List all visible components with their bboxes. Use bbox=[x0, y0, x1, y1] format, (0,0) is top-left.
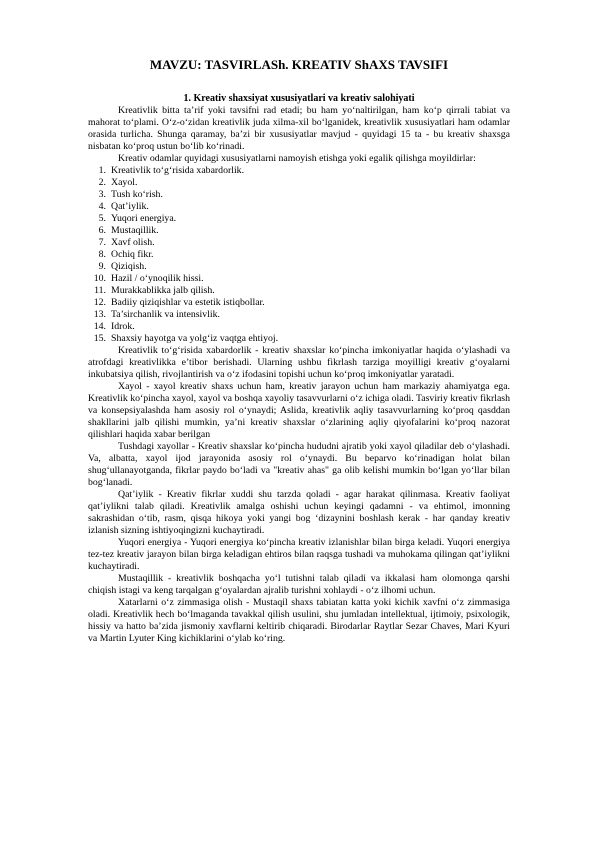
list-item: 5. Yuqori energiya. bbox=[98, 213, 177, 224]
document-page bbox=[88, 57, 510, 645]
list-item: 13. Ta’sirchanlik va intensivlik. bbox=[93, 309, 220, 320]
paragraph-imagination: Xayol - xayol kreativ shaxs uchun ham, kreativ jarayon uchun ham markaziy ahamiyatga ega. Kreativlik ko‘pincha xayol, xayol va boshqa xayoliy tasavvurlarni o‘z ichiga oladi. Tasviriy kreativ fikrlash va konsepsiyalashda ham asosiy rol o‘ynaydi; Aslida, kreativlik aqliy tasavvurlarning ko‘proq qasddan shakllarini jalb qilishi mumkin, ya’ni kreativ shaxslar o‘zlarining aqliy qiyofalarini ko‘proq nazorat qilishlari haqida xabar berilgan bbox=[88, 381, 510, 440]
list-item: 10. Hazil / o‘ynoqilik hissi. bbox=[93, 273, 204, 284]
traits-list bbox=[88, 165, 510, 345]
paragraph-list-lead: Kreativ odamlar quyidagi xususiyatlarni namoyish etishga yoki egalik qilishga moyildirlar: bbox=[118, 153, 476, 164]
list-item: 9. Qiziqish. bbox=[98, 261, 147, 272]
paragraph-independence: Mustaqillik - kreativlik boshqacha yo‘l tutishni talab qiladi va ikkalasi ham olomonga qarshi chiqish istagi va keng tarqalgan g‘oyalardan ajralib turishni xohlaydi - o‘z ilhomi uchun. bbox=[88, 573, 510, 596]
list-item: 3. Tush ko‘rish. bbox=[98, 189, 163, 200]
list-item: 4. Qat’iylik. bbox=[98, 201, 149, 212]
list-item: 7. Xavf olish. bbox=[98, 237, 155, 248]
paragraph-persistence: Qat’iylik - Kreativ fikrlar xuddi shu tarzda qoladi - agar harakat qilinmasa. Kreativ faoliyat qat’iylikni talab qiladi. Kreativlik amalga oshishi uchun keyingi qadamni - va ehtimol, imonning sakrashidan o‘tib, rasm, qisqa hikoya yoki yangi bog ‘dizaynini boshlash kerak - har qanday kreativ izlanish sizning ishtiyoqingizni kuchaytiradi. bbox=[88, 489, 510, 536]
paragraph-energy: Yuqori energiya - Yuqori energiya ko‘pincha kreativ izlanishlar bilan birga keladi. Yuqori energiya tez-tez kreativ jarayon bilan birga keladigan ehtiros bilan raqsga tushadi va muhokama qilingan qat’iylikni kuchaytiradi. bbox=[88, 537, 510, 572]
list-item: 14. Idrok. bbox=[93, 321, 135, 332]
list-item: 11. Murakkablikka jalb qilish. bbox=[94, 285, 215, 296]
section-heading: 1. Kreativ shaxsiyat xususiyatlari va kreativ salohiyati bbox=[183, 93, 415, 104]
paragraph-daydreaming: Tushdagi xayollar - Kreativ shaxslar ko‘pincha hududni ajratib yoki xayol qiladilar deb o‘ylashadi. Va, albatta, xayol ijod jarayonida asosiy rol o‘ynaydi. Bu beparvo ko‘rinadigan holat bilan shug‘ullanayotganda, fikrlar paydo bo‘ladi va "kreativ ahas" ga olib kelishi mumkin bo‘lgan yo‘llar bilan bog‘lanadi. bbox=[88, 441, 510, 488]
document-title: MAVZU: TASVIRLASh. KREATIV ShAXS TAVSIFI bbox=[149, 57, 449, 72]
list-item: 15. Shaxsiy hayotga va yolg‘iz vaqtga ehtiyoj. bbox=[93, 333, 279, 344]
list-item: 1. Kreativlik to‘g‘risida xabardorlik. bbox=[98, 165, 245, 176]
list-item: 6. Mustaqillik. bbox=[98, 225, 159, 236]
list-item: 12. Badiiy qiziqishlar va estetik istiqbollar. bbox=[93, 297, 265, 308]
paragraph-risk-taking: Xatarlarni o‘z zimmasiga olish - Mustaqil shaxs tabiatan katta yoki kichik xavfni o‘z zimmasiga oladi. Kreativlik hech bo‘lmaganda tavakkal qilish usulini, shu jumladan intellektual, ijtimoiy, psixologik, hissiy va hatto ba’zida jismoniy xavflarni keltirib chiqaradi. Birodarlar Raytlar Sezar Chaves, Mari Kyuri va Martin Lyuter King kichiklarini o‘ylab ko‘ring. bbox=[88, 597, 510, 644]
paragraph-awareness: Kreativlik to‘g‘risida xabardorlik - kreativ shaxslar ko‘pincha imkoniyatlar haqida o‘ylashadi va atrofdagi kreativlikka e’tibor berishadi. Ularning ushbu fikrlash tarziga moyilligi kreativ g‘oyalarni inkubatsiya qilish, rivojlantirish va o‘z ifodasini topishi uchun ko‘proq imkoniyatlar yaratadi. bbox=[88, 345, 510, 380]
list-item: 8. Ochiq fikr. bbox=[98, 249, 154, 260]
list-item: 2. Xayol. bbox=[98, 177, 138, 188]
paragraph-intro: Kreativlik bitta ta’rif yoki tavsifni rad etadi; bu ham yo‘naltirilgan, ham ko‘p qirrali tabiat va mahorat to‘plami. O‘z-o‘zidan kreativlik juda xilma-xil bo‘lganidek, kreativlik xususiyatlari ham odamlar orasida turlicha. Shunga qaramay, ba’zi bir xususiyatlar mavjud - quyidagi 15 ta - bu kreativ shaxsga nisbatan ko‘proq ustun bo‘lib ko‘rinadi. bbox=[88, 105, 510, 152]
